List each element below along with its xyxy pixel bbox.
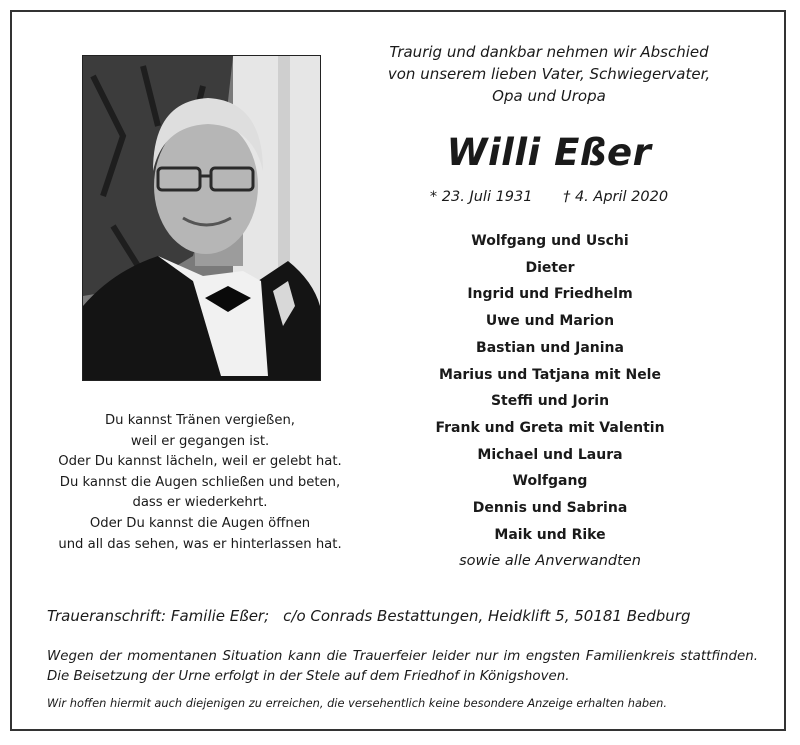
mourner-item: Bastian und Janina <box>476 339 624 356</box>
mourning-address <box>47 605 767 627</box>
mourner-item: Dieter <box>525 259 575 276</box>
poem-line: und all das sehen, was er hinterlassen hat. <box>58 536 342 552</box>
intro-line: von unserem lieben Vater, Schwiegervater, <box>387 65 711 83</box>
mourner-item: Frank und Greta mit Valentin <box>435 419 665 436</box>
mourner-item: Ingrid und Friedhelm <box>467 286 633 303</box>
poem <box>40 411 360 555</box>
poem-line: Du kannst Tränen vergießen, <box>104 413 295 428</box>
birth-date: * 23. Juli 1931 <box>429 189 533 205</box>
poem-line: dass er wiederkehrt. <box>132 495 268 511</box>
deceased-name: Willi Eßer <box>446 131 652 174</box>
address-detail: c/o Conrads Bestattungen, Heidklift 5, 50181 Bedburg <box>283 607 691 625</box>
portrait-photo <box>82 55 321 381</box>
mourner-item: Uwe und Marion <box>485 313 615 330</box>
poem-line: weil er gegangen ist. <box>130 433 270 449</box>
intro-text <box>384 41 714 107</box>
mourner-item: Dennis und Sabrina <box>472 500 628 517</box>
poem-line: Du kannst die Augen schließen und beten, <box>59 474 341 490</box>
mourner-item: Marius und Tatjana mit Nele <box>439 366 661 383</box>
mourners-list <box>414 228 686 575</box>
mourner-item: Michael und Laura <box>477 446 623 463</box>
life-dates <box>384 186 714 208</box>
mourner-item: Wolfgang und Uschi <box>471 233 629 249</box>
mourner-item: Maik und Rike <box>494 526 606 543</box>
intro-line: Opa und Uropa <box>492 87 606 105</box>
footnote: Wir hoffen hiermit auch diejenigen zu erreichen, die versehentlich keine besondere Anzeige erhalten haben. <box>47 696 668 710</box>
mourner-item: Steffi und Jorin <box>490 393 610 410</box>
intro-line: Traurig und dankbar nehmen wir Abschied <box>389 43 709 61</box>
death-date: † 4. April 2020 <box>563 189 669 205</box>
funeral-notice: Wegen der momentanen Situation kann die Trauerfeier leider nur im engsten Familienkreis stattfinden. Die Beisetzung der Urne erfolgt in der Stele auf dem Friedhof in Königshoven. <box>47 649 758 684</box>
mourner-item: Wolfgang <box>512 473 588 490</box>
mourners-extra: sowie alle Anverwandten <box>459 553 641 570</box>
address-label: Traueranschrift: Familie Eßer; <box>47 607 270 625</box>
poem-line: Oder Du kannst lächeln, weil er gelebt hat. <box>58 454 342 470</box>
poem-line: Oder Du kannst die Augen öffnen <box>89 515 311 531</box>
